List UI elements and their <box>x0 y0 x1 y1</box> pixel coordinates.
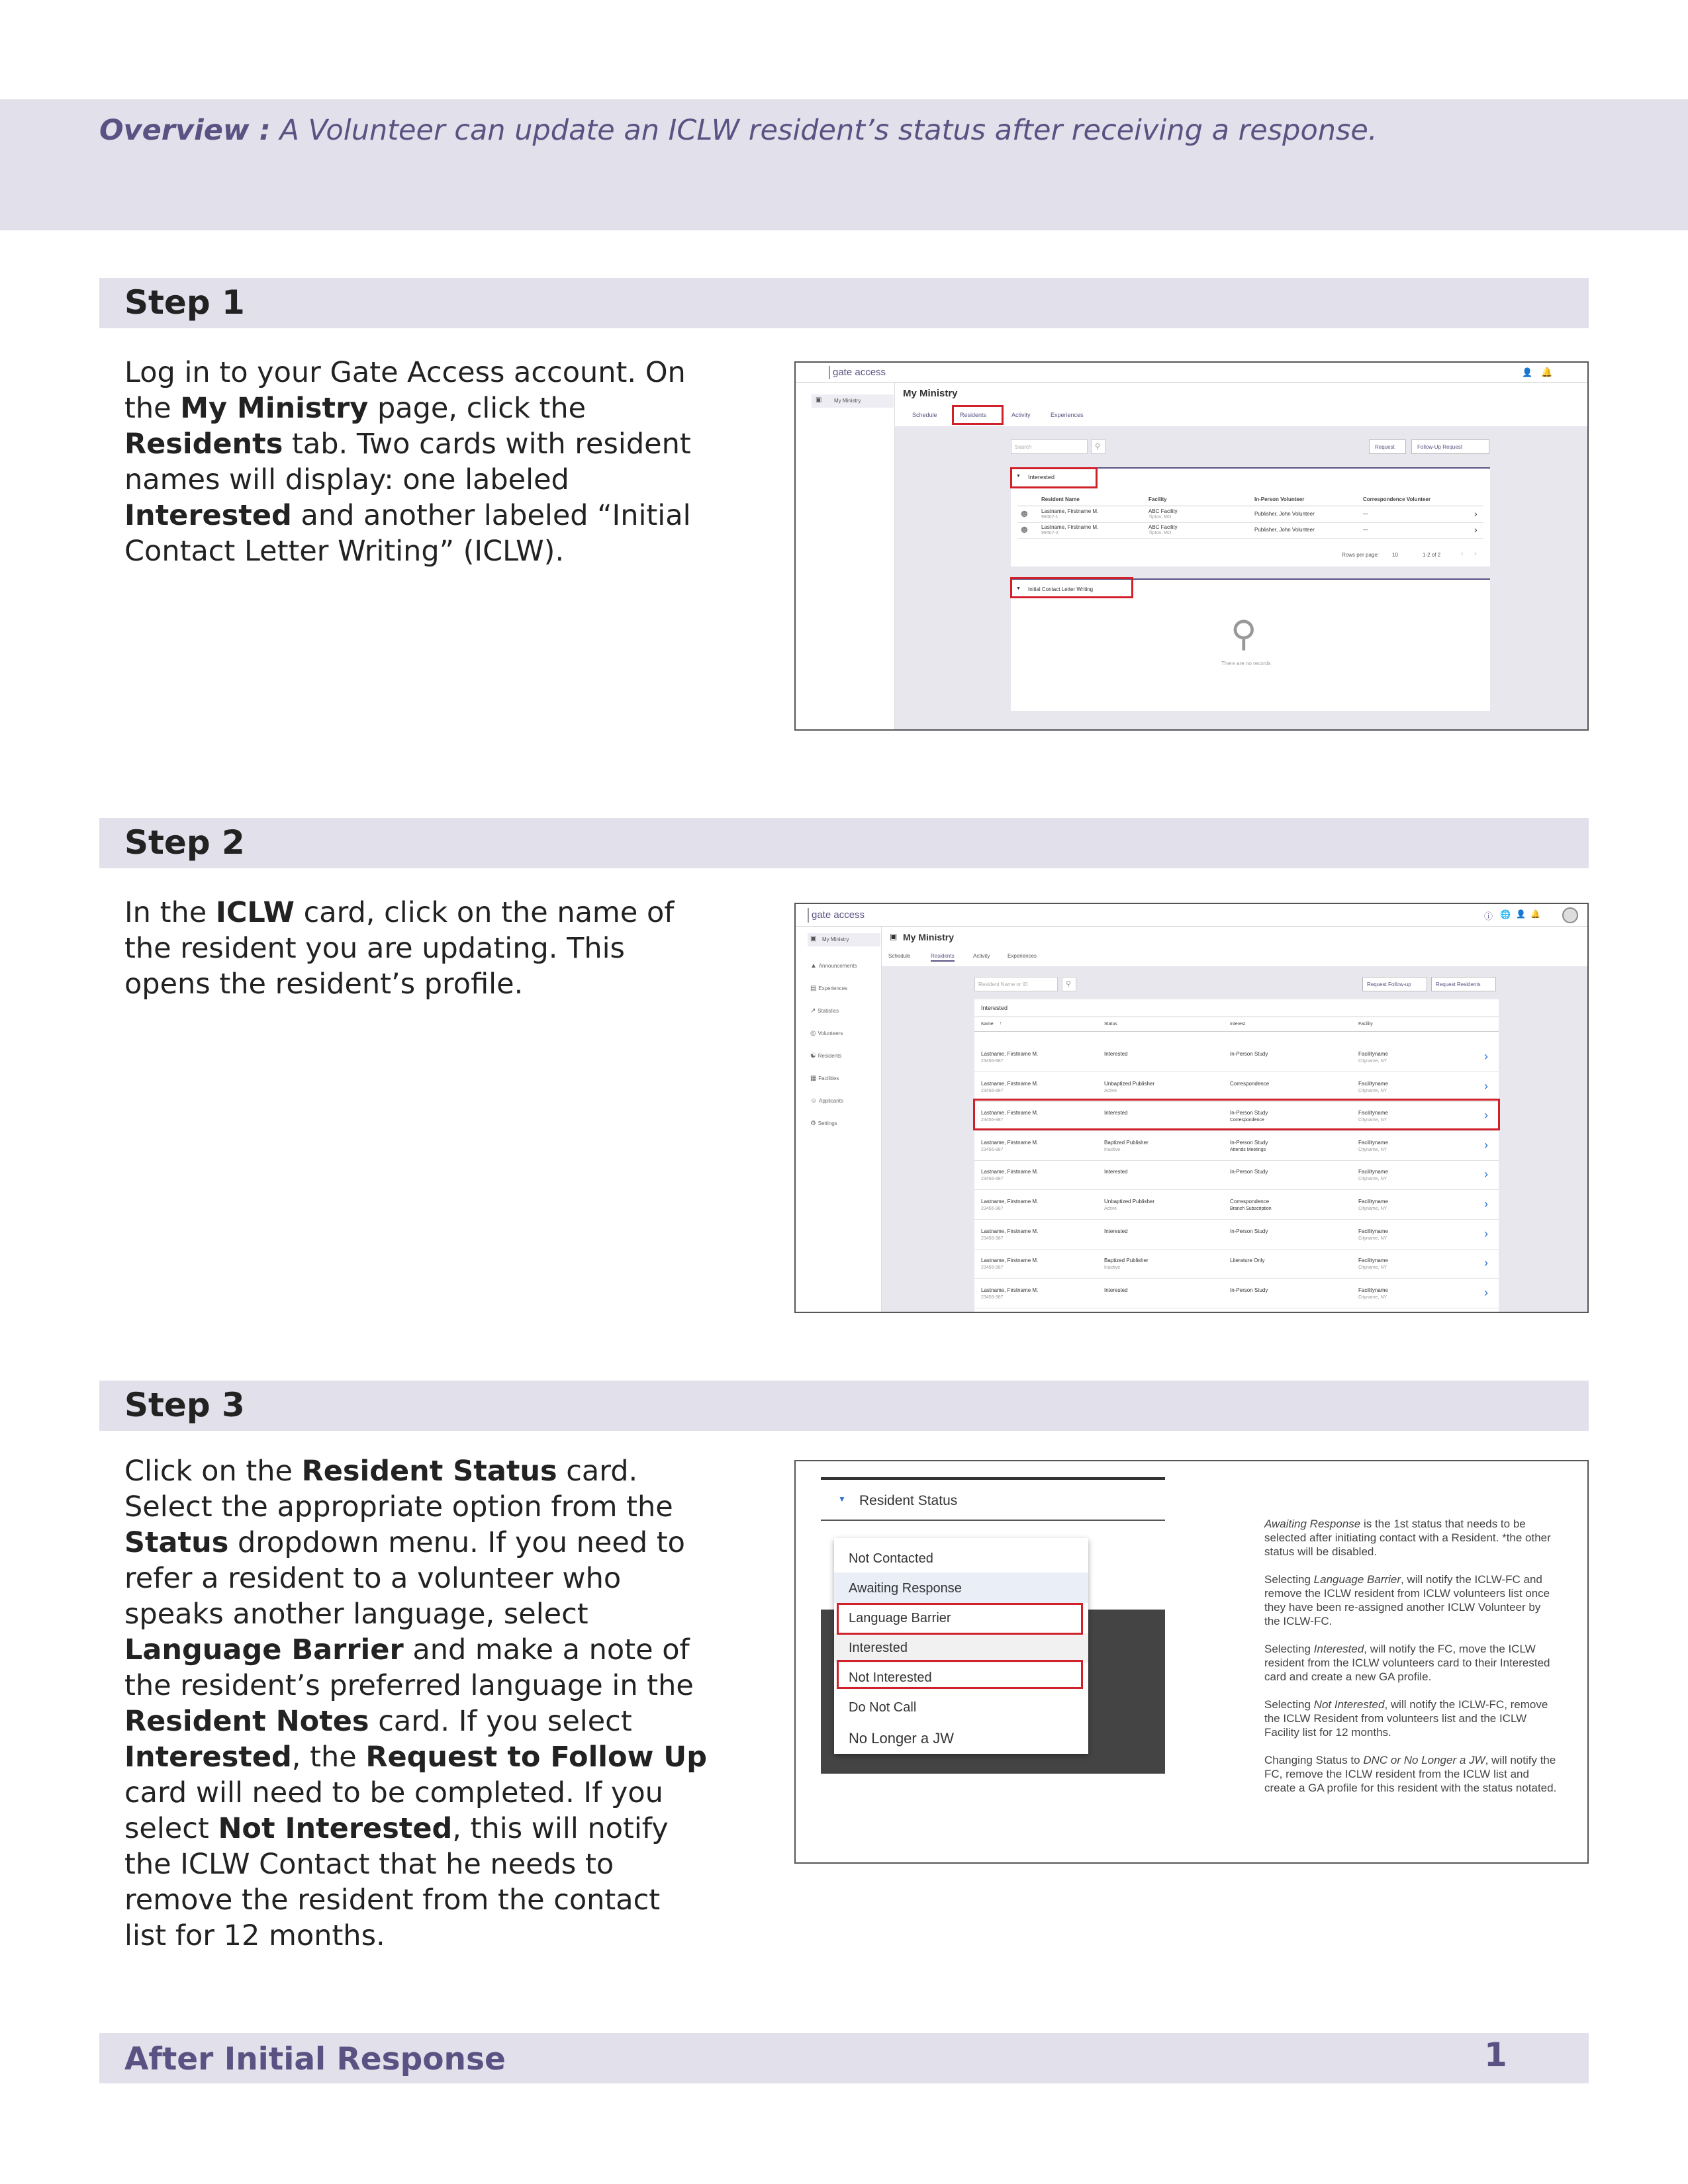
chevron-right-icon[interactable]: › <box>1484 1050 1488 1063</box>
tab-residents[interactable]: Residents <box>931 953 955 962</box>
briefcase-icon: ▣ <box>890 932 898 941</box>
step3-text: Click on the Resident Status card. Select the appropriate option from the Status dropdown menu. If you need to refer a resident to a volunteer who speaks another language, select Language Barrier and make a note of the resident’s preferred language in the Resident Notes card. If you select Interested, the Request to Follow Up card will need to be completed. If you select Not Interested, this will notify the ICLW Contact that he needs to remove the resident from the contact list for 12 months. <box>124 1455 707 1952</box>
tab-activity[interactable]: Activity <box>973 953 990 959</box>
tab-activity[interactable]: Activity <box>1011 412 1031 418</box>
resident-status-card[interactable]: ▼ Resident Status <box>821 1480 1165 1521</box>
residents-icon: ☯ <box>810 1052 816 1060</box>
app-logo: gate access <box>833 367 886 378</box>
gear-icon: ⚙ <box>810 1120 816 1127</box>
option-not-interested[interactable]: Not Interested <box>849 1670 932 1685</box>
note-awaiting: Awaiting Response is the 1st status that needs to be selected after initiating contact with a Resident. *the other status will be disabled. <box>1264 1518 1551 1558</box>
search-icon: ⚲ <box>1095 443 1101 451</box>
caret-down-icon[interactable]: ▼ <box>838 1494 846 1504</box>
tab-schedule[interactable]: Schedule <box>888 953 911 959</box>
prev-page-icon[interactable]: ‹ <box>1461 550 1464 558</box>
page-number: 1 <box>1484 2036 1507 2074</box>
chevron-right-icon[interactable]: › <box>1484 1256 1488 1270</box>
step3-screenshot <box>794 1460 1589 1864</box>
interested-card: ▼ Interested Resident Name Facility In-Person Volunteer Correspondence Volunteer ☻ Lastname, Firstname M. 99407-1 ABC Facility Tipton, MO Publisher, John Volunteer — › ☻ Lastname, Firstname M. 99407-2 ABC Facility Tipton, MO Publisher, John Volunteer — › Rows per page: 10 1-2 of 2 ‹ › <box>1011 467 1490 567</box>
not-interested-highlight <box>837 1660 1083 1689</box>
chevron-right-icon[interactable]: › <box>1474 508 1477 519</box>
nav-facilities[interactable]: ▦ Facilities <box>810 1075 839 1082</box>
nav-statistics[interactable]: ↗ Statistics <box>810 1007 839 1015</box>
account-icon[interactable]: 👤 <box>1516 909 1526 919</box>
empty-message: There are no records <box>1221 660 1271 666</box>
chevron-right-icon[interactable]: › <box>1484 1197 1488 1210</box>
tab-residents[interactable]: Residents <box>960 412 987 418</box>
option-no-longer-jw[interactable]: No Longer a JW <box>849 1730 954 1747</box>
nav-my-ministry[interactable]: ▣ My Ministry <box>808 933 880 946</box>
nav-applicants[interactable]: ☺ Applicants <box>810 1097 843 1105</box>
chevron-right-icon[interactable]: › <box>1484 1079 1488 1093</box>
overview-band <box>0 99 1688 230</box>
step2-title: Step 2 <box>124 823 245 862</box>
interested-card-title[interactable]: Interested <box>1028 474 1055 480</box>
avatar-icon: ☻ <box>1019 524 1030 535</box>
globe-icon[interactable]: 🌐 <box>1500 909 1511 919</box>
megaphone-icon: ▲ <box>810 962 817 970</box>
step2-bar <box>99 818 1589 868</box>
chevron-right-icon[interactable]: › <box>1484 1138 1488 1152</box>
language-barrier-highlight <box>837 1603 1083 1635</box>
applicant-icon: ☺ <box>810 1097 818 1105</box>
status-notes <box>1264 1517 1558 1795</box>
selected-row-highlight <box>973 1099 1500 1130</box>
table-row[interactable]: Lastname, Firstname M. 23456-987 Interested In-Person Study Facilityname Cityname, NY › <box>974 1043 1499 1072</box>
account-icon[interactable]: 👤 <box>1522 367 1533 377</box>
request-follow-up-button[interactable]: Request Follow-up <box>1362 977 1427 991</box>
tab-schedule[interactable]: Schedule <box>912 412 937 418</box>
table-row[interactable]: ☻ Lastname, Firstname M. 99407-2 ABC Facility Tipton, MO Publisher, John Volunteer — › <box>1017 523 1483 539</box>
avatar[interactable] <box>1562 907 1578 923</box>
help-icon[interactable]: ⓘ <box>1484 911 1493 921</box>
search-button[interactable] <box>1091 439 1105 454</box>
overview-body: A Volunteer can update an ICLW resident’s status after receiving a response. <box>279 114 1378 147</box>
step1-screenshot <box>794 361 1589 731</box>
step3-title: Step 3 <box>124 1386 245 1424</box>
tab-experiences[interactable]: Experiences <box>1051 412 1084 418</box>
briefcase-icon: ▣ <box>816 396 822 404</box>
step2-text: In the ICLW card, click on the name of the resident you are updating. This opens the resident’s profile. <box>124 896 675 1001</box>
overview-label: Overview : <box>99 114 271 147</box>
volunteers-icon: ◎ <box>810 1030 816 1037</box>
option-language-barrier[interactable]: Language Barrier <box>849 1611 951 1625</box>
residents-tab-highlight <box>952 405 1004 425</box>
footer-bar <box>99 2033 1589 2083</box>
option-not-contacted[interactable]: Not Contacted <box>849 1551 933 1566</box>
table-row[interactable]: Lastname, Firstname M. 23456-987 Interested In-Person Study Facilityname Cityname, NY › <box>974 1220 1499 1250</box>
request-residents-button[interactable]: Request Residents <box>1431 977 1496 991</box>
note-not-interested: Selecting Not Interested, will notify the ICLW-FC, remove the ICLW Resident from volunteers list and the ICLW Facility list for 12 months. <box>1264 1698 1548 1739</box>
rows-per-page-select[interactable]: 10 <box>1392 552 1398 558</box>
request-button[interactable]: Request <box>1369 439 1406 454</box>
nav-announcements[interactable]: ▲ Announcements <box>810 962 857 970</box>
note-dnc: Changing Status to DNC or No Longer a JW, will notify the FC, remove the ICLW resident from the ICLW list and create a GA profile for this resident with the status notated. <box>1264 1754 1557 1794</box>
search-input[interactable]: Resident Name or ID <box>974 977 1058 991</box>
chart-icon: ↗ <box>810 1007 816 1015</box>
option-awaiting-response[interactable]: Awaiting Response <box>834 1572 1088 1603</box>
card-title: Interested <box>981 1005 1008 1011</box>
overview-text <box>99 114 1378 147</box>
step2-screenshot <box>794 903 1589 1313</box>
table-row[interactable]: Lastname, Firstname M. 23456-987 Interested In-Person Study Facilityname Cityname, NY › <box>974 1279 1499 1308</box>
page-title: My Ministry <box>903 932 955 942</box>
interested-card: Interested Name ↑ Status Interest Facility <box>974 999 1499 1313</box>
search-button[interactable] <box>1062 977 1076 991</box>
building-icon: ▦ <box>810 1075 817 1082</box>
nav-my-ministry[interactable]: ▣ My Ministry <box>812 394 894 408</box>
tab-experiences[interactable]: Experiences <box>1008 953 1037 959</box>
note-language-barrier: Selecting Language Barrier, will notify the ICLW-FC and remove the ICLW resident from ICLW volunteers list once they have been re-assigned another ICLW Volunteer by the ICLW-FC. <box>1264 1573 1550 1627</box>
book-icon: ▤ <box>810 985 817 992</box>
option-do-not-call[interactable]: Do Not Call <box>849 1700 917 1715</box>
nav-residents[interactable]: ☯ Residents <box>810 1052 842 1060</box>
step1-text: Log in to your Gate Access account. On the My Ministry page, click the Residents tab. Two cards with resident names will display: one labeled Interested and another labeled “Initial Contact Letter Writing” (ICLW). <box>124 356 691 568</box>
step1-bar <box>99 278 1589 328</box>
magnifier-icon: ⚲ <box>1231 614 1257 654</box>
iclw-card <box>1011 578 1490 711</box>
nav-experiences[interactable]: ▤ Experiences <box>810 985 848 992</box>
nav-volunteers[interactable]: ◎ Volunteers <box>810 1030 843 1037</box>
search-icon: ⚲ <box>1066 980 1072 988</box>
table-row[interactable]: Lastname, Firstname M. 23456-987 Unbaptized Publisher Active Correspondence Branch Subscription Facilityname Cityname, NY › <box>974 1191 1499 1220</box>
note-interested: Selecting Interested, will notify the FC, move the ICLW resident from the ICLW volunteers card to their Interested card and create a new GA profile. <box>1264 1643 1550 1683</box>
caret-down-icon[interactable]: ▼ <box>1016 586 1021 591</box>
chevron-right-icon[interactable]: › <box>1484 1226 1488 1240</box>
iclw-highlight <box>1010 577 1133 598</box>
interested-highlight <box>1010 467 1098 488</box>
app-logo: gate access <box>812 909 865 921</box>
caret-down-icon[interactable]: ▼ <box>1016 474 1021 478</box>
page-title: My Ministry <box>903 388 958 399</box>
chevron-right-icon[interactable]: › <box>1484 1167 1488 1181</box>
footer-title: After Initial Response <box>124 2041 506 2077</box>
table-row[interactable]: Lastname, Firstname M. 23456-987 Baptized Publisher Inactive Literature Only Facilityname Cityname, NY › <box>974 1250 1499 1279</box>
table-row[interactable]: Lastname, Firstname M. 23456-987 Interested In-Person Study Facilityname Cityname, NY › <box>974 1161 1499 1190</box>
next-page-icon[interactable]: › <box>1474 550 1477 558</box>
nav-settings[interactable]: ⚙ Settings <box>810 1120 837 1127</box>
avatar-icon: ☻ <box>1019 508 1030 520</box>
briefcase-icon: ▣ <box>810 935 817 942</box>
option-interested[interactable]: Interested <box>834 1633 1088 1662</box>
search-input[interactable]: Search <box>1011 439 1088 454</box>
bell-icon[interactable]: 🔔 <box>1541 367 1553 377</box>
table-row[interactable]: Lastname, Firstname M. 23456-987 Baptized Publisher Inactive In-Person Study Attends Meetings Facilityname Cityname, NY › <box>974 1132 1499 1161</box>
table-row[interactable]: ☻ Lastname, Firstname M. 99407-1 ABC Facility Tipton, MO Publisher, John Volunteer — › <box>1017 507 1483 523</box>
follow-up-request-button[interactable]: Follow-Up Request <box>1411 439 1489 454</box>
step1-title: Step 1 <box>124 283 245 322</box>
notification-icon[interactable]: 🔔 <box>1530 909 1540 919</box>
chevron-right-icon[interactable]: › <box>1484 1109 1488 1122</box>
step3-bar <box>99 1381 1589 1431</box>
table-row[interactable]: Lastname, Firstname M. 23456-987 Interested In-Person Study Correspondence Facilityname Cityname, NY › <box>974 1102 1499 1131</box>
chevron-right-icon[interactable]: › <box>1474 524 1477 535</box>
table-row[interactable]: Lastname, Firstname M. 23456-987 Unbaptized Publisher Active Correspondence Facilityname Cityname, NY › <box>974 1073 1499 1102</box>
chevron-right-icon[interactable]: › <box>1484 1285 1488 1299</box>
sort-arrow-icon[interactable]: ↑ <box>1000 1021 1002 1026</box>
iclw-card-title[interactable]: Initial Contact Letter Writing <box>1028 586 1094 592</box>
